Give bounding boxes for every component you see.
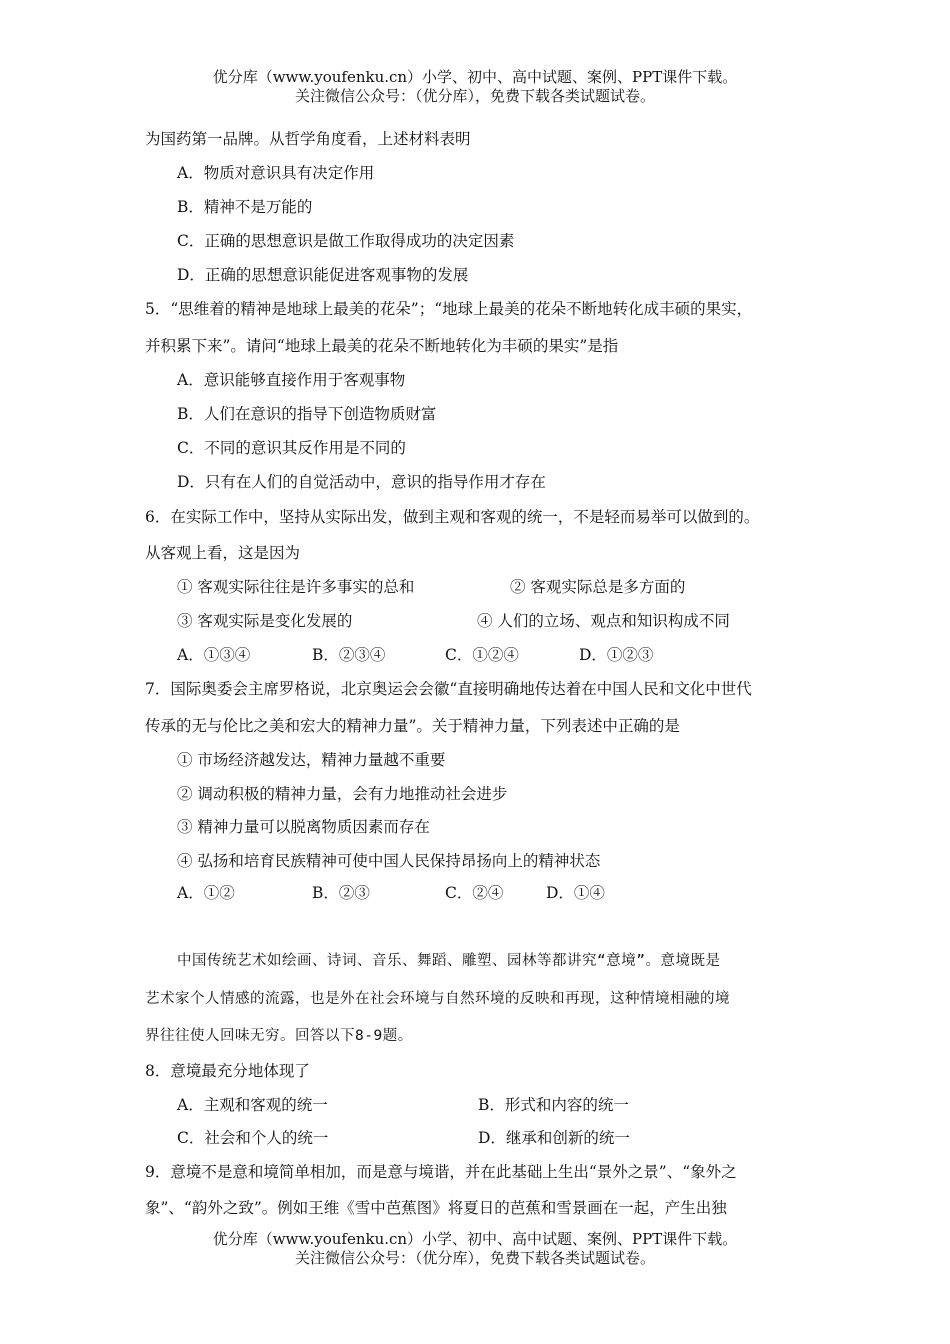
q6-item-1: ① 客观实际往往是许多事实的总和 [177, 578, 415, 596]
q8-option-a: A．主观和客观的统一 [177, 1096, 328, 1114]
q6-option-a: A．①③④ [177, 646, 251, 664]
q6-item-3: ③ 客观实际是变化发展的 [177, 612, 353, 630]
q7-option-a: A．①② [177, 884, 235, 902]
passage-line-2: 艺术家个人情感的流露，也是外在社会环境与自然环境的反映和再现，这种情境相融的境 [145, 991, 730, 1007]
q8-stem: 8．意境最充分地体现了 [145, 1062, 310, 1080]
q5-option-b: B．人们在意识的指导下创造物质财富 [177, 405, 437, 423]
header-line-1: 优分库（www.youfenku.cn）小学、初中、高中试题、案例、PPT课件下载。 [212, 68, 738, 86]
header-line-2: 关注微信公众号：（优分库），免费下载各类试题试卷。 [294, 87, 655, 105]
q8-option-b: B．形式和内容的统一 [478, 1096, 629, 1114]
q4-option-a: A．物质对意识具有决定作用 [177, 164, 375, 182]
q9-stem-line-2: 象”、“韵外之致”。例如王维《雪中芭蕉图》将夏日的芭蕉和雪景画在一起，产生出独 [145, 1199, 727, 1217]
q7-option-b: B．②③ [312, 884, 370, 902]
q9-stem-line-1: 9．意境不是意和境简单相加，而是意与境谐，并在此基础上生出“景外之景”、“象外之 [145, 1163, 737, 1181]
q5-option-c: C．不同的意识其反作用是不同的 [177, 439, 406, 457]
q4-option-b: B．精神不是万能的 [177, 198, 313, 216]
q7-item-4: ④ 弘扬和培育民族精神可使中国人民保持昂扬向上的精神状态 [177, 852, 601, 870]
q6-option-c: C．①②④ [445, 646, 519, 664]
q8-option-d: D．继承和创新的统一 [478, 1129, 630, 1147]
q5-option-a: A．意识能够直接作用于客观事物 [177, 371, 406, 389]
q6-stem-line-1: 6．在实际工作中，坚持从实际出发，做到主观和客观的统一，不是轻而易举可以做到的。 [145, 508, 760, 526]
q6-stem-line-2: 从客观上看，这是因为 [145, 544, 301, 562]
q7-item-1: ① 市场经济越发达，精神力量越不重要 [177, 751, 446, 769]
passage-line-3: 界往往使人回味无穷。回答以下8-9题。 [145, 1028, 413, 1044]
q7-option-d: D．①④ [546, 884, 605, 902]
q8-option-c: C．社会和个人的统一 [177, 1129, 329, 1147]
q4-option-d: D．正确的思想意识能促进客观事物的发展 [177, 266, 469, 284]
q6-option-b: B．②③④ [312, 646, 386, 664]
q5-stem-line-1: 5．“思维着的精神是地球上最美的花朵”；“地球上最美的花朵不断地转化成丰硕的果实， [145, 300, 753, 318]
passage-line-1: 中国传统艺术如绘画、诗词、音乐、舞蹈、雕塑、园林等都讲究“意境”。意境既是 [177, 953, 721, 969]
q5-stem-line-2: 并积累下来”。请问“地球上最美的花朵不断地转化为丰硕的果实”是指 [145, 337, 619, 355]
q6-item-2: ② 客观实际总是多方面的 [510, 578, 686, 596]
q6-item-4: ④ 人们的立场、观点和知识构成不同 [477, 612, 730, 630]
q7-stem-line-2: 传承的无与伦比之美和宏大的精神力量”。关于精神力量，下列表述中正确的是 [145, 717, 680, 735]
q4-stem-tail: 为国药第一品牌。从哲学角度看，上述材料表明 [145, 130, 471, 148]
q4-option-c: C．正确的思想意识是做工作取得成功的决定因素 [177, 232, 515, 250]
q7-stem-line-1: 7．国际奥委会主席罗格说，北京奥运会会徽“直接明确地传达着在中国人民和文化中世代 [145, 680, 752, 698]
footer-line-1: 优分库（www.youfenku.cn）小学、初中、高中试题、案例、PPT课件下载。 [212, 1230, 738, 1248]
footer-line-2: 关注微信公众号：（优分库），免费下载各类试题试卷。 [294, 1249, 655, 1267]
q7-item-3: ③ 精神力量可以脱离物质因素而存在 [177, 818, 430, 836]
q5-option-d: D．只有在人们的自觉活动中，意识的指导作用才存在 [177, 473, 546, 491]
q6-option-d: D．①②③ [579, 646, 654, 664]
q7-item-2: ② 调动积极的精神力量，会有力地推动社会进步 [177, 785, 508, 803]
q7-option-c: C．②④ [445, 884, 504, 902]
